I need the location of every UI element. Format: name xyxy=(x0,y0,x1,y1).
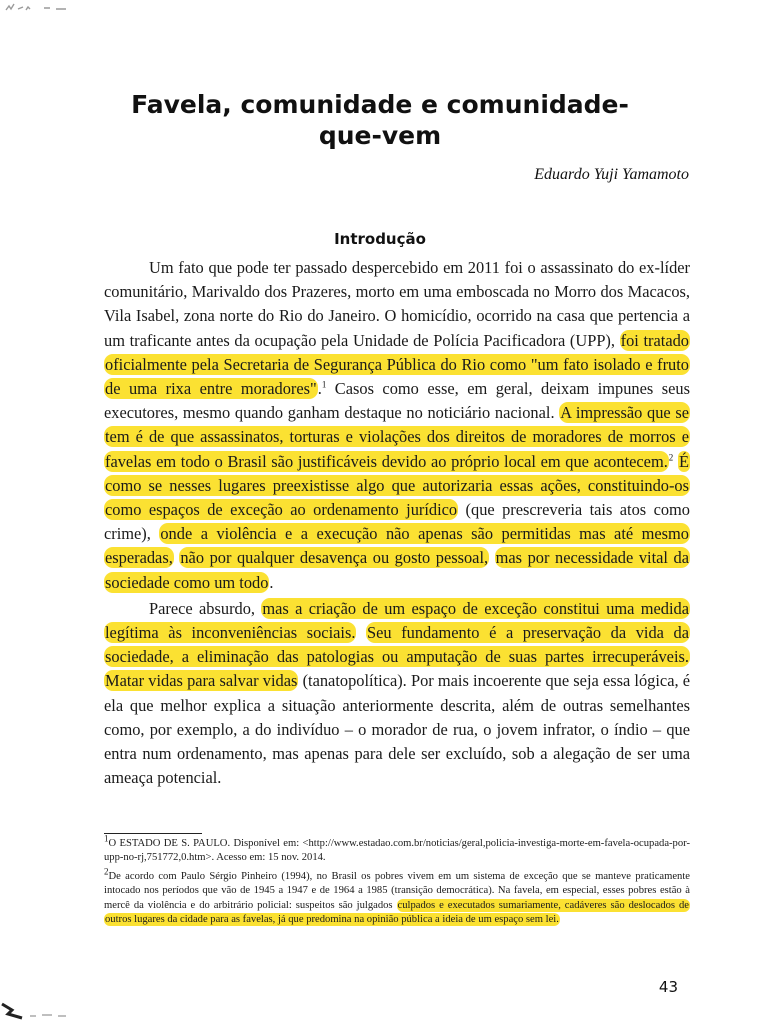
footnotes xyxy=(104,833,690,927)
highlighted-text: Seu fundamento é a preservação da vida da sociedade, a eliminação das patologias ou amputação de suas partes irrecuperáveis. Matar vidas para salvar vidas xyxy=(105,623,689,691)
footnote-text: O ESTADO DE S. PAULO. Disponível em: <http://www.estadao.com.br/noticias/geral,policia-investiga-morte-em-favela-ocupada-por-upp-no-rj,751772,0.htm>. Acesso em: 15 nov. 2014. xyxy=(104,838,690,864)
footnote-number: 2 xyxy=(104,866,109,877)
paragraph xyxy=(104,597,690,791)
text-run: Parece absurdo, xyxy=(149,598,256,618)
text-run: . xyxy=(317,379,322,399)
highlighted-text: não por qualquer desavença ou gosto pessoal, xyxy=(180,548,489,568)
footnote xyxy=(104,866,690,928)
text-run: (tanatopolítica). Por mais incoerente que seja essa lógica, é ela que melhor explica a situação anteriormente descrita, além de outras semelhantes como, por exemplo, a do indivíduo – o morador de rua, o jovem infrator, o índio – que entra num ordenamento, mas apenas para dele ser excluído, sob a alegação de ser uma ameaça potencial. xyxy=(104,671,691,788)
text-run: . xyxy=(269,572,274,592)
highlighted-text: foi tratado oficialmente pela Secretaria de Segurança Pública do Rio como "um fato isolado e fruto de uma rixa entre moradores" xyxy=(105,330,689,399)
highlighted-text: A impressão que se tem é de que assassinatos, torturas e violações dos direitos de moradores de morros e favelas em todo o Brasil são justificáveis devido ao próprio local em que acontecem. xyxy=(105,403,689,471)
chapter-title: Favela, comunidade e comunidade-que-vem xyxy=(131,89,629,150)
footnote-divider xyxy=(104,833,202,834)
text-run: (que prescreveria tais atos como crime), xyxy=(104,500,690,544)
text-run: Casos como esse, em geral, deixam impunes seus executores, mesmo quando ganham destaque no noticiário nacional. xyxy=(104,379,690,423)
paragraph xyxy=(104,256,690,595)
footnote-ref[interactable]: 2 xyxy=(668,452,674,463)
footnote xyxy=(104,833,690,866)
highlighted-text: É como se nesses lugares preexistisse algo que autorizaria essas ações, constituindo-os como espaços de exceção ao ordenamento jurídico xyxy=(105,451,689,520)
section-heading: Introdução xyxy=(334,230,426,249)
text-run: Um fato que pode ter passado despercebido em 2011 foi o assassinato do ex-líder comunitário, Marivaldo dos Prazeres, morto em uma emboscada no Morro dos Macacos, Vila Isabel, zona norte do Rio do Janeiro. O homicídio, ocorrido na casa que pertencia a um traficante antes da ocupação pela Unidade de Polícia Pacificadora (UPP), xyxy=(104,258,690,350)
footnote-number: 1 xyxy=(104,833,109,844)
author-name: Eduardo Yuji Yamamoto xyxy=(534,166,689,183)
footnote-text: De acordo com Paulo Sérgio Pinheiro (1994), no Brasil os pobres vivem em um sistema de exceção que se manteve praticamente intocado nos períodos que vão de 1945 a 1947 e de 1964 a 1985 (transição democrática). Na favela, em especial, esses pobres estão à mercê da violência e do arbitrário policial: suspeitos são julgados xyxy=(104,870,690,911)
footnote-ref[interactable]: 1 xyxy=(321,379,327,390)
scan-artifact xyxy=(0,996,76,1022)
body-text xyxy=(104,256,690,790)
page-number: 43 xyxy=(658,978,678,996)
highlighted-text: onde a violência e a execução não apenas são permitidas mas até mesmo esperadas, xyxy=(105,524,689,568)
scan-artifact xyxy=(4,0,72,14)
highlighted-text: culpados e executados sumariamente, cadáveres são deslocados de outros lugares da cidade para as favelas, já que predomina na opinião pública a ideia de um espaço sem lei. xyxy=(105,899,689,926)
highlighted-text: mas por necessidade vital da sociedade como um todo xyxy=(105,548,689,592)
highlighted-text: mas a criação de um espaço de exceção constitui uma medida legítima às inconveniências sociais. xyxy=(105,598,689,643)
